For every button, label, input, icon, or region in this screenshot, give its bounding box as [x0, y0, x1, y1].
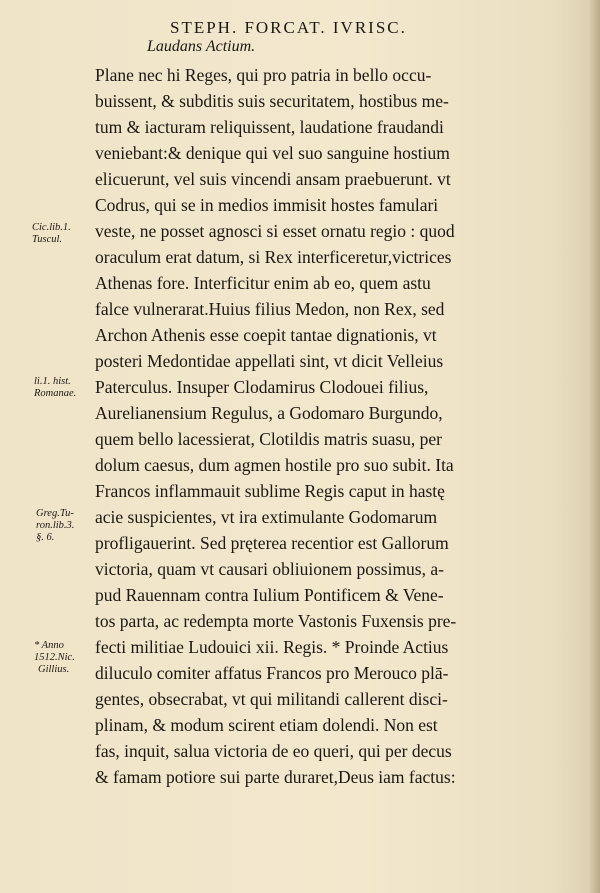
text-line: diluculo comiter affatus Francos pro Merouco plā-	[95, 663, 449, 683]
text-line: Athenas fore. Interficitur enim ab eo, quem astu	[95, 273, 431, 293]
text-line: buissent, & subditis suis securitatem, hostibus me-	[95, 91, 449, 111]
text-line: veniebant:& denique qui vel suo sanguine hostium	[95, 143, 450, 163]
text-line: Francos inflammauit sublime Regis caput in hastę	[95, 481, 445, 501]
margin-note: Romanae.	[34, 388, 77, 399]
margin-note: li.1. hist.	[34, 376, 71, 387]
margin-note: Greg.Tu-	[36, 508, 74, 519]
text-line: tum & iacturam reliquissent, laudatione fraudandi	[95, 117, 444, 137]
margin-note: Tuscul.	[32, 234, 63, 245]
section-title: Laudans Actium.	[147, 38, 256, 55]
text-line: gentes, obsecrabat, vt qui militandi callerent disci-	[95, 689, 448, 709]
text-line: acie suspicientes, vt ira extimulante Godomarum	[95, 507, 438, 527]
text-line: Plane nec hi Reges, qui pro patria in bello occu-	[95, 65, 432, 85]
text-line: oraculum erat datum, si Rex interficeretur,victrices	[95, 247, 452, 267]
margin-note: 1512.Nic.	[34, 652, 75, 663]
text-line: Archon Athenis esse coepit tantae dignationis, vt	[95, 325, 437, 345]
margin-note: Gillius.	[38, 664, 70, 675]
margin-note: §. 6.	[36, 532, 55, 543]
text-line: plinam, & modum scirent etiam dolendi. Non est	[95, 715, 438, 735]
text-line: falce vulnerarat.Huius filius Medon, non Rex, sed	[95, 299, 445, 319]
margin-note: * Anno	[34, 640, 64, 651]
text-line: pud Rauennam contra Iulium Pontificem & Vene-	[95, 585, 444, 605]
text-line: profligauerint. Sed pręterea recentior est Gallorum	[95, 533, 449, 553]
text-line: posteri Medontidae appellati sint, vt dicit Velleius	[95, 351, 444, 371]
margin-note: Cic.lib.1.	[32, 222, 71, 233]
text-line: tos parta, ac redempta morte Vastonis Fuxensis pre-	[95, 611, 457, 631]
margin-note: ron.lib.3.	[36, 520, 75, 531]
text-line: dolum caesus, dum agmen hostile pro suo subit. Ita	[95, 455, 454, 475]
text-line: quem bello lacessierat, Clotildis matris suasu, per	[95, 429, 443, 449]
text-line: veste, ne posset agnosci si esset ornatu regio : quod	[95, 221, 455, 241]
text-line: elicuerunt, vel suis vincendi ansam praebuerunt. vt	[95, 169, 451, 189]
text-line: & famam potiore sui parte duraret,Deus iam factus:	[95, 767, 456, 787]
running-header: STEPH. FORCAT. IVRISC.	[170, 18, 407, 37]
text-line: fecti militiae Ludouici xii. Regis. * Proinde Actius	[95, 637, 449, 657]
text-line: Aurelianensium Regulus, a Godomaro Burgundo,	[95, 403, 443, 423]
text-line: Codrus, qui se in medios immisit hostes famulari	[95, 195, 439, 215]
text-line: Paterculus. Insuper Clodamirus Clodouei filius,	[95, 377, 429, 397]
text-line: victoria, quam vt causari obliuionem possimus, a-	[95, 559, 444, 579]
text-line: fas, inquit, salua victoria de eo queri, qui per decus	[95, 741, 452, 761]
